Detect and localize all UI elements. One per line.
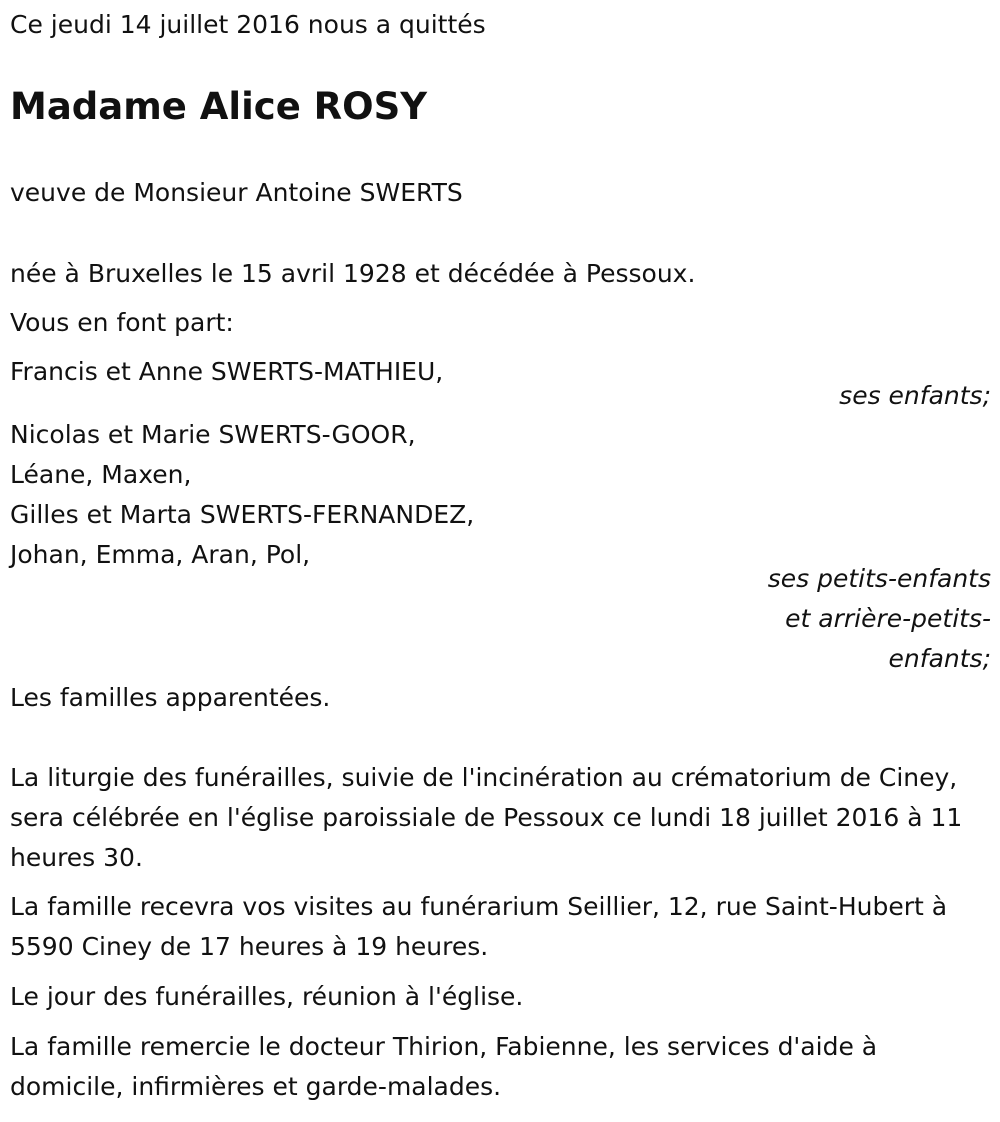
children-line: Francis et Anne SWERTS-MATHIEU, — [10, 357, 444, 386]
grandchildren-line: Gilles et Marta SWERTS-FERNANDEZ, — [10, 500, 475, 529]
grandchildren-label: enfants; — [888, 644, 991, 673]
widow-line: veuve de Monsieur Antoine SWERTS — [10, 178, 463, 207]
grandchildren-label: ses petits-enfants — [767, 564, 991, 593]
intro-line: Ce jeudi 14 juillet 2016 nous a quittés — [10, 10, 486, 39]
grandchildren-line: Léane, Maxen, — [10, 460, 192, 489]
visit-paragraph: La famille recevra vos visites au funérarium Seillier, 12, rue Saint-Hubert à 5590 Ciney de 17 heures à 19 heures. — [10, 892, 948, 961]
grandchildren-label: et arrière-petits- — [785, 604, 991, 633]
meeting-paragraph: Le jour des funérailles, réunion à l'église. — [10, 982, 524, 1011]
grandchildren-line: Nicolas et Marie SWERTS-GOOR, — [10, 420, 416, 449]
grandchildren-line: Johan, Emma, Aran, Pol, — [10, 540, 311, 569]
children-label: ses enfants; — [839, 381, 991, 410]
birth-line: née à Bruxelles le 15 avril 1928 et décédée à Pessoux. — [10, 259, 696, 288]
relatives-line: Les familles apparentées. — [10, 683, 331, 712]
share-line: Vous en font part: — [10, 308, 234, 337]
deceased-name: Madame Alice ROSY — [10, 85, 428, 128]
thanks-paragraph: La famille remercie le docteur Thirion, Fabienne, les services d'aide à domicile, infirmières et garde-malades. — [10, 1032, 878, 1101]
funeral-paragraph: La liturgie des funérailles, suivie de l'incinération au crématorium de Ciney, sera célébrée en l'église paroissiale de Pessoux ce lundi 18 juillet 2016 à 11 heures 30. — [10, 763, 963, 872]
